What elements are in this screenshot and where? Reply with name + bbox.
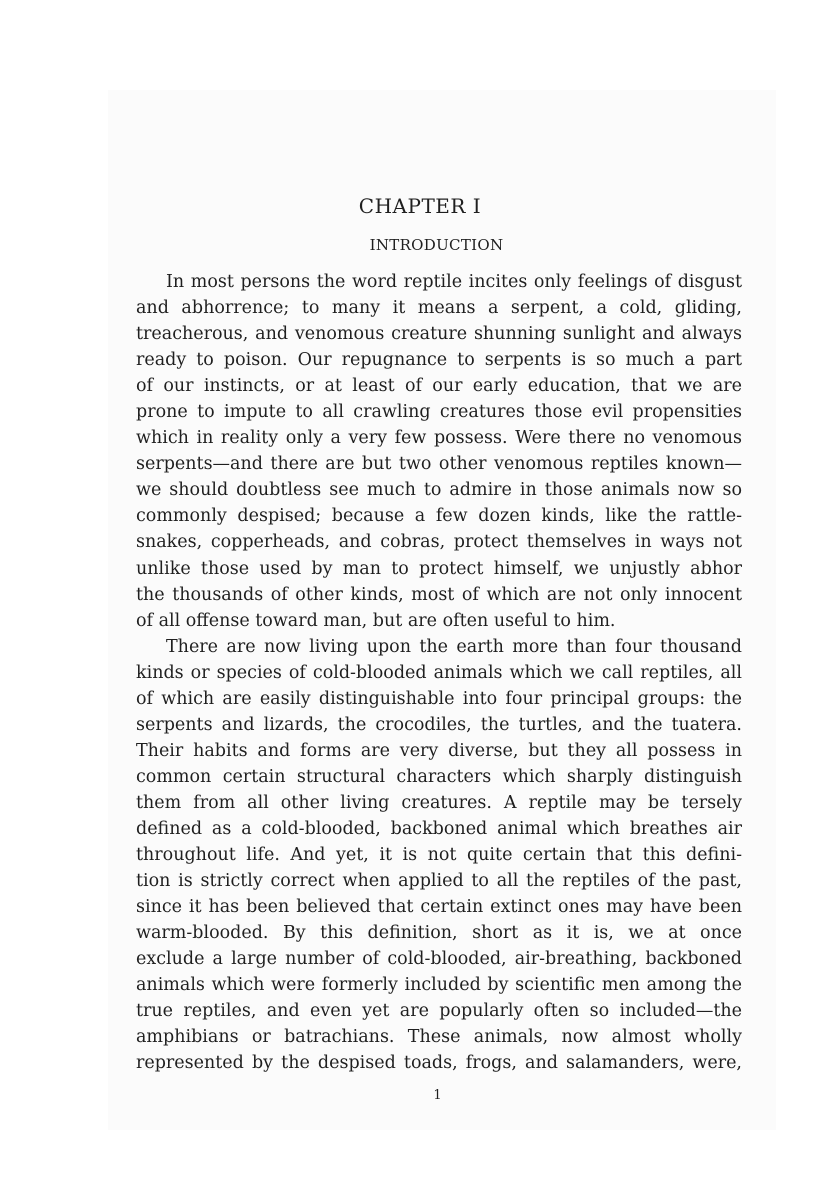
text-line: and abhorrence; to many it means a serpent, a cold, gliding, [136, 298, 742, 319]
text-line: kinds or species of cold-blooded animals which we call reptiles, all [136, 662, 742, 683]
text-line: tion is strictly correct when applied to all the reptiles of the past, [136, 871, 742, 892]
text-line: represented by the despised toads, frogs, and salamanders, were, [136, 1053, 742, 1074]
text-line: treacherous, and venomous creature shunning sunlight and always [136, 324, 742, 345]
text-line: defined as a cold-blooded, backboned animal which breathes air [136, 818, 742, 839]
body-text [136, 269, 742, 1076]
paragraph [136, 634, 742, 1077]
text-line: exclude a large number of cold-blooded, air-breathing, backboned [136, 949, 742, 970]
text-line: commonly despised; because a few dozen kinds, like the rattle- [136, 506, 742, 527]
text-line: unlike those used by man to protect himself, we unjustly abhor [136, 558, 742, 579]
text-line: There are now living upon the earth more than four thousand [166, 636, 742, 657]
text-line: of which are easily distinguishable into four principal groups: the [136, 688, 742, 709]
text-line: which in reality only a very few possess. Were there no venomous [136, 428, 742, 449]
text-line: true reptiles, and even yet are popularly often so included—the [136, 1001, 742, 1022]
text-line: animals which were formerly included by scientific men among the [136, 975, 742, 996]
paragraph [136, 269, 742, 634]
text-line: warm-blooded. By this definition, short as it is, we at once [136, 923, 742, 944]
text-line: since it has been believed that certain extinct ones may have been [136, 897, 742, 918]
text-line: of our instincts, or at least of our early education, that we are [136, 376, 742, 397]
text-line: ready to poison. Our repugnance to serpents is so much a part [136, 350, 742, 371]
text-line: serpents and lizards, the crocodiles, the turtles, and the tuatera. [136, 714, 742, 735]
page-number: 1 [433, 1088, 442, 1103]
text-line: snakes, copperheads, and cobras, protect themselves in ways not [136, 532, 742, 553]
section-heading: INTRODUCTION [369, 236, 504, 254]
text-line: serpents—and there are but two other venomous reptiles known— [136, 454, 742, 475]
text-line: the thousands of other kinds, most of which are not only innocent [136, 584, 742, 605]
text-line: of all offense toward man, but are often useful to him. [136, 610, 616, 631]
text-line: amphibians or batrachians. These animals, now almost wholly [136, 1027, 742, 1048]
text-line: In most persons the word reptile incites only feelings of disgust [166, 272, 742, 292]
text-line: Their habits and forms are very diverse, but they all possess in [136, 740, 742, 761]
text-line: prone to impute to all crawling creatures those evil propensities [136, 402, 742, 423]
text-line: common certain structural characters which sharply distinguish [136, 766, 742, 787]
text-line: throughout life. And yet, it is not quite certain that this defini- [136, 845, 742, 866]
text-line: we should doubtless see much to admire in those animals now so [136, 480, 742, 501]
chapter-heading: CHAPTER I [358, 194, 482, 218]
text-line: them from all other living creatures. A reptile may be tersely [136, 792, 742, 813]
